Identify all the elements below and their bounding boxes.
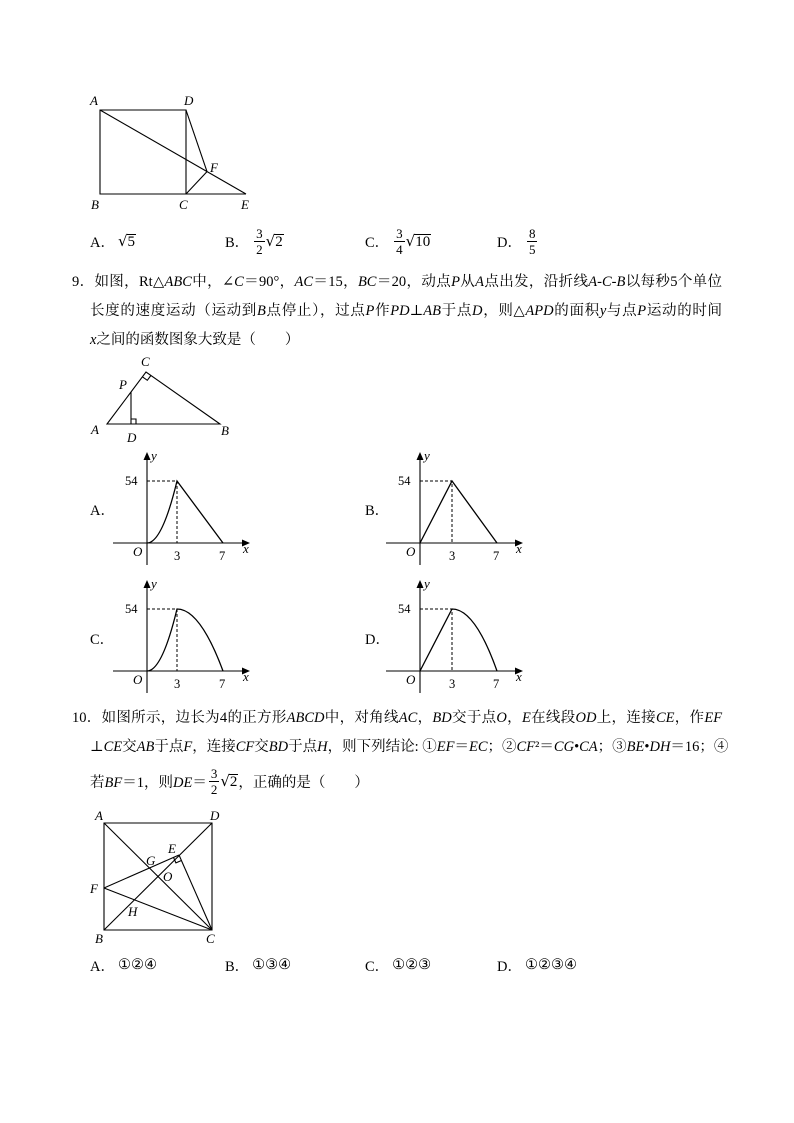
- y-axis-label: y: [424, 448, 430, 463]
- math-variable: EC: [468, 739, 488, 755]
- label-e: E: [168, 841, 176, 856]
- fraction: [527, 227, 538, 256]
- function-curve: [147, 609, 223, 671]
- option-letter: D．: [497, 234, 522, 251]
- y-axis-arrow-icon: [417, 452, 424, 460]
- q9-text-line-1: 9．如图，Rt△ABC中，∠C＝90°，AC＝15，BC＝20，动点P从A点出发，沿折线A-C-B以每秒5个单位: [72, 274, 723, 290]
- denominator: 2: [210, 781, 218, 797]
- option-letter: C．: [365, 958, 390, 975]
- q8-option-d: [497, 226, 538, 256]
- math-variable: BD: [268, 739, 289, 755]
- sqrt: [266, 233, 284, 250]
- numerator: 8: [528, 225, 536, 241]
- option-letter: B．: [225, 958, 250, 975]
- numerator: 3: [396, 225, 403, 241]
- q9-graph-c: [105, 573, 255, 703]
- math-variable: H: [317, 739, 328, 755]
- x-tick-label-1: 3: [174, 677, 181, 691]
- math-variable: APD: [525, 303, 554, 319]
- option-letter: D．: [497, 958, 522, 975]
- math-variable: P: [365, 303, 375, 319]
- origin-label: O: [406, 544, 416, 559]
- x-tick-label-1: 3: [449, 677, 456, 691]
- option-text: ①②④: [117, 956, 157, 973]
- option-letter: B．: [225, 234, 250, 251]
- numerator: 3: [210, 765, 218, 781]
- segment-cf: [186, 172, 207, 194]
- x-tick-label-2: 7: [493, 677, 500, 691]
- label-f: F: [90, 881, 98, 896]
- line-3-prefix: 若BF＝1，则DE＝: [90, 774, 207, 791]
- label-d: D: [210, 808, 220, 823]
- math-variable: BC: [357, 274, 377, 290]
- option-text: ①③④: [252, 956, 292, 973]
- x-axis-label: x: [516, 541, 522, 556]
- math-variable: OD: [575, 710, 597, 726]
- math-variable: A-C-B: [588, 274, 626, 290]
- sqrt: [406, 233, 432, 250]
- q9-triangle-figure: [85, 355, 235, 450]
- x-tick-label-2: 7: [493, 549, 500, 563]
- radicand: √ 2: [275, 233, 283, 250]
- q10-text-line-3: [90, 766, 369, 796]
- math-variable: CF: [516, 739, 536, 755]
- label-o: O: [163, 869, 173, 884]
- math-variable: DE: [172, 774, 193, 791]
- math-variable: O: [496, 710, 507, 726]
- label-c: C: [206, 931, 215, 946]
- label-b: B: [221, 423, 229, 438]
- q10-text-line-1: 10．如图所示，边长为4的正方形ABCD中，对角线AC，BD交于点O，E在线段OD上，连接CE，作EF: [72, 710, 723, 726]
- q9-text-line-2: 长度的速度运动（运动到B点停止），过点P作PD⊥AB于点D，则△APD的面积y与点P运动的时间: [90, 303, 723, 319]
- x-axis-label: x: [516, 669, 522, 684]
- denominator: 5: [528, 241, 536, 257]
- math-variable: PD: [390, 303, 410, 319]
- q10-text-line-2: ⊥CE交AB于点F，连接CF交BD于点H，则下列结论: ①EF＝EC；②CF²＝CG•CA；③BE•DH＝16；④: [90, 739, 729, 755]
- segment-df: [186, 110, 207, 172]
- origin-label: O: [133, 672, 143, 687]
- math-variable: C: [234, 274, 244, 290]
- math-variable: P: [451, 274, 460, 290]
- q9-text-line-3: x之间的函数图象大致是（ ）: [90, 332, 300, 348]
- q10-square-figure: [85, 805, 225, 950]
- q10-option-a: [90, 950, 157, 980]
- origin-label: O: [133, 544, 143, 559]
- math-variable: AC: [398, 710, 418, 726]
- segment-ae: [100, 110, 246, 194]
- q10-option-c: [365, 950, 431, 980]
- guide-dashed-lines: [147, 609, 177, 671]
- q9-option-c-letter: C．: [90, 632, 115, 648]
- label-a: A: [95, 808, 103, 823]
- math-variable: AB: [136, 739, 155, 755]
- label-p: P: [119, 377, 127, 392]
- x-axis-label: x: [243, 541, 249, 556]
- math-variable: E: [521, 710, 531, 726]
- fraction: [209, 767, 220, 796]
- math-variable: ABCD: [286, 710, 325, 726]
- sqrt: [118, 233, 136, 250]
- label-c: C: [179, 197, 188, 212]
- x-tick-label-1: 3: [174, 549, 181, 563]
- y-tick-label: 54: [125, 474, 138, 488]
- y-axis-label: y: [424, 576, 430, 591]
- y-tick-label: 54: [125, 602, 138, 616]
- math-variable: BF: [104, 774, 123, 791]
- right-angle-mark-d: [131, 419, 136, 424]
- q8-option-a: [90, 226, 136, 256]
- label-e: E: [241, 197, 249, 212]
- math-variable: AC: [294, 274, 314, 290]
- q9-option-a-letter: A．: [90, 503, 115, 519]
- radicand: √ 5: [127, 233, 136, 250]
- y-axis-arrow-icon: [144, 580, 151, 588]
- y-axis-label: y: [151, 576, 157, 591]
- q8-option-c: [365, 226, 431, 256]
- option-letter: A．: [90, 234, 115, 251]
- function-curve: [420, 609, 497, 671]
- radicand: √ 10: [415, 233, 431, 250]
- math-variable: DH: [649, 739, 671, 755]
- x-tick-label-1: 3: [449, 549, 456, 563]
- math-variable: BE: [626, 739, 645, 755]
- guide-dashed-lines: [147, 481, 177, 543]
- y-tick-label: 54: [398, 602, 411, 616]
- sqrt: [220, 773, 238, 790]
- math-variable: BD: [432, 710, 452, 726]
- q9-graph-d: [380, 573, 530, 703]
- q10-option-b: [225, 950, 291, 980]
- fraction: [254, 227, 265, 256]
- label-d: D: [184, 93, 194, 108]
- q9-option-b-letter: B．: [365, 503, 390, 519]
- q10-option-d: [497, 950, 577, 980]
- math-variable: CE: [103, 739, 123, 755]
- denominator: 2: [256, 241, 263, 257]
- y-axis-label: y: [151, 448, 157, 463]
- function-curve: [147, 481, 223, 543]
- math-variable: A: [475, 274, 484, 290]
- x-tick-label-2: 7: [219, 677, 226, 691]
- option-letter: A．: [90, 958, 115, 975]
- y-axis-arrow-icon: [144, 452, 151, 460]
- option-text: ①②③④: [524, 956, 577, 973]
- math-variable: CE: [655, 710, 675, 726]
- line-3-suffix: ，正确的是（ ）: [238, 774, 369, 791]
- math-variable: y: [599, 303, 607, 319]
- right-angle-mark-c: [142, 376, 151, 381]
- denominator: 4: [396, 241, 403, 257]
- math-variable: F: [183, 739, 193, 755]
- y-axis-arrow-icon: [417, 580, 424, 588]
- fraction: [394, 227, 405, 256]
- option-text: ①②③: [392, 956, 432, 973]
- option-letter: C．: [365, 234, 390, 251]
- label-a: A: [91, 422, 99, 437]
- x-axis-label: x: [243, 669, 249, 684]
- math-variable: EF: [436, 739, 455, 755]
- q8-option-b: [225, 226, 284, 256]
- math-variable: EF: [704, 710, 723, 726]
- math-variable: B: [256, 303, 266, 319]
- math-variable: D: [472, 303, 483, 319]
- x-tick-label-2: 7: [219, 549, 226, 563]
- label-f: F: [210, 160, 218, 175]
- math-variable: CG: [553, 739, 575, 755]
- label-h: H: [128, 904, 138, 919]
- math-variable: CA: [579, 739, 598, 755]
- math-variable: x: [90, 332, 97, 348]
- label-b: B: [91, 197, 99, 212]
- math-variable: CF: [235, 739, 255, 755]
- math-variable: AB: [423, 303, 441, 319]
- math-variable: P: [637, 303, 647, 319]
- numerator: 3: [256, 225, 263, 241]
- label-a: A: [90, 93, 98, 108]
- q8-figure: [80, 88, 260, 216]
- q9-graph-b: [380, 445, 530, 575]
- label-c: C: [141, 354, 150, 369]
- function-curve: [420, 481, 497, 543]
- origin-label: O: [406, 672, 416, 687]
- y-tick-label: 54: [398, 474, 411, 488]
- radicand: √ 2: [229, 773, 238, 790]
- math-variable: ABC: [164, 274, 192, 290]
- label-b: B: [95, 931, 103, 946]
- q9-option-d-letter: D．: [365, 632, 390, 648]
- label-g: G: [146, 853, 156, 868]
- q9-graph-a: [105, 445, 255, 575]
- label-d: D: [127, 430, 137, 445]
